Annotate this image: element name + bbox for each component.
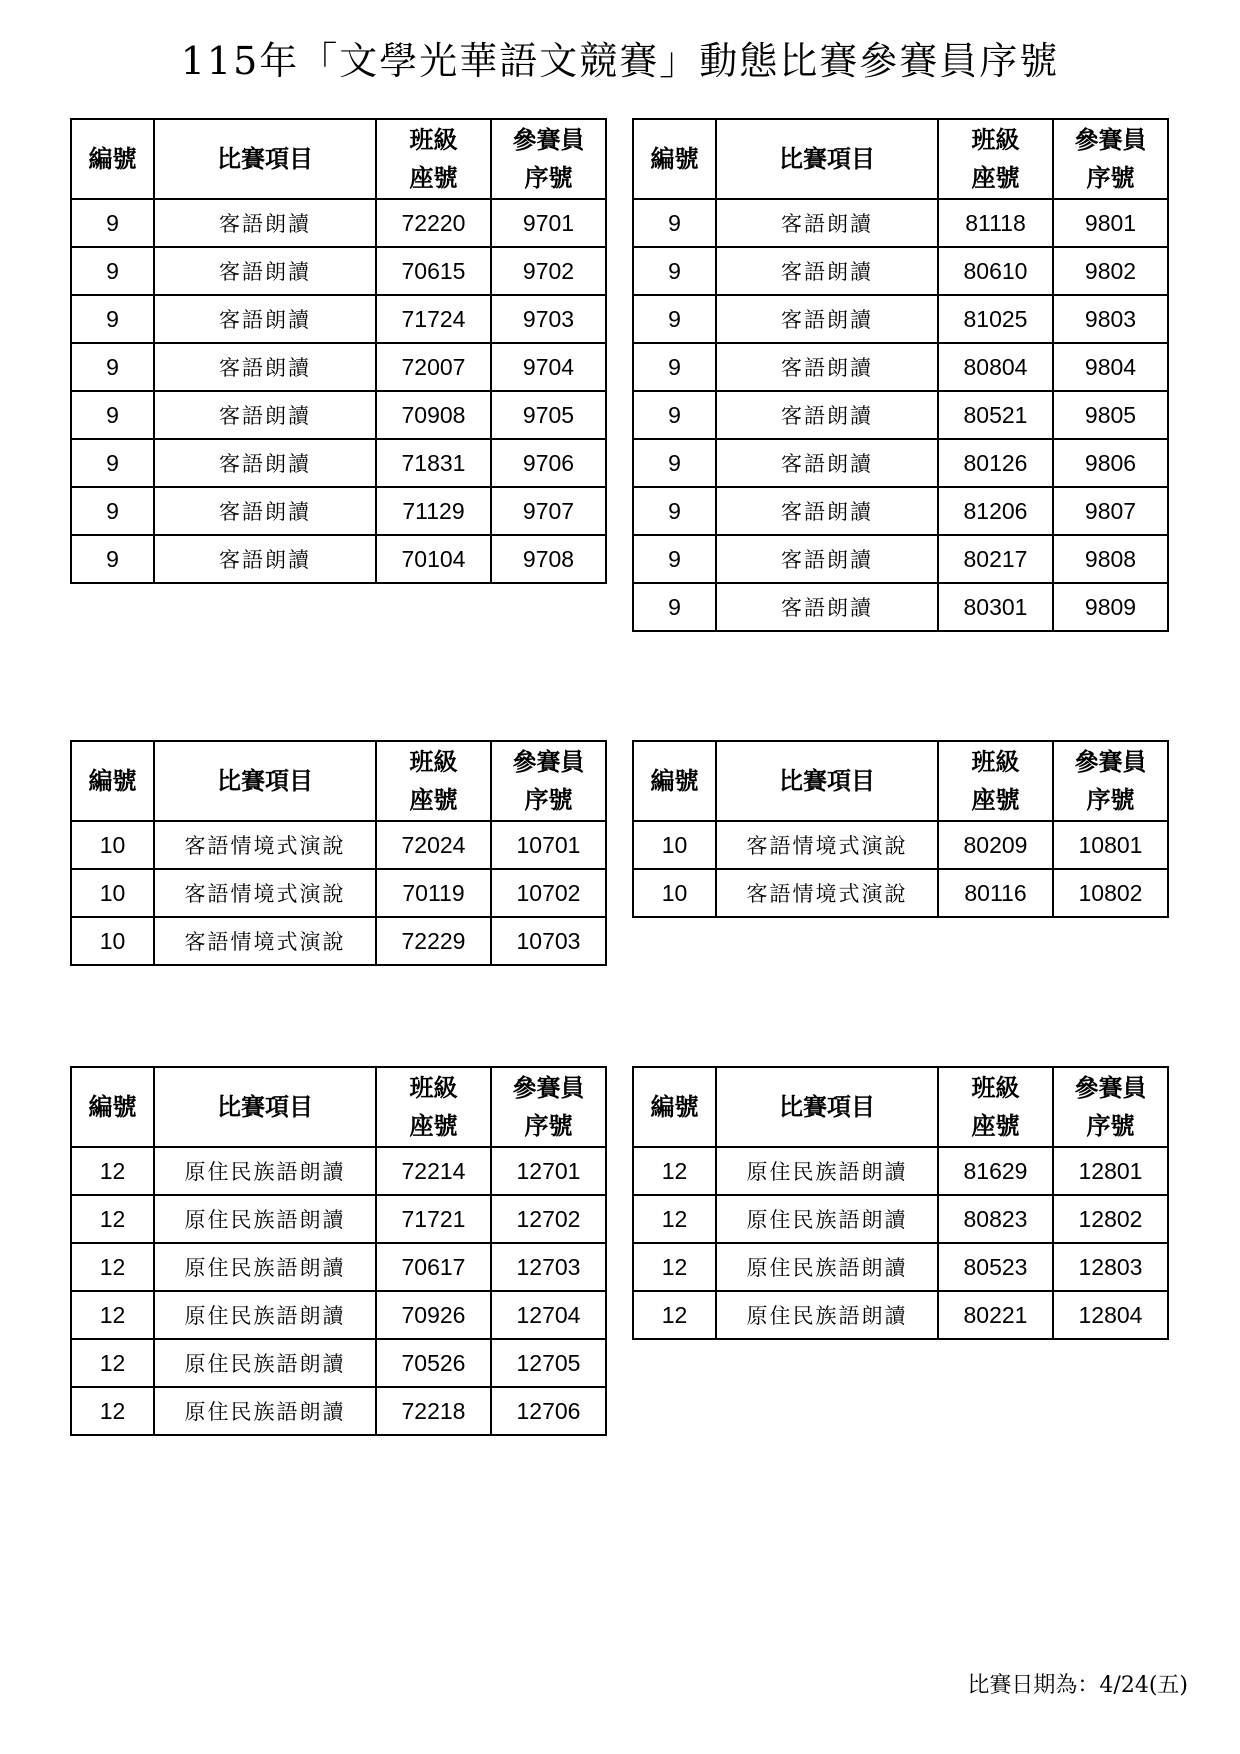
header-serial xyxy=(1053,1067,1168,1147)
cell-class-seat: 80521 xyxy=(938,391,1053,439)
cell-serial: 9708 xyxy=(491,535,606,583)
table-row xyxy=(633,1147,1168,1195)
cell-id: 9 xyxy=(71,295,154,343)
cell-class-seat: 80221 xyxy=(938,1291,1053,1339)
cell-serial: 9804 xyxy=(1053,343,1168,391)
table-row xyxy=(71,535,606,583)
cell-id: 12 xyxy=(633,1291,716,1339)
cell-event: 原住民族語朗讀 xyxy=(716,1243,938,1291)
cell-event: 客語朗讀 xyxy=(154,535,376,583)
header-row xyxy=(71,741,606,821)
cell-event: 客語朗讀 xyxy=(154,487,376,535)
table-row xyxy=(633,295,1168,343)
cell-serial: 9806 xyxy=(1053,439,1168,487)
cell-event: 客語朗讀 xyxy=(154,247,376,295)
header-serial xyxy=(1053,741,1168,821)
table-row xyxy=(633,247,1168,295)
cell-serial: 9805 xyxy=(1053,391,1168,439)
cell-class-seat: 81206 xyxy=(938,487,1053,535)
table-row xyxy=(633,199,1168,247)
header-seat-label: 座號 xyxy=(409,1111,458,1140)
roster-table xyxy=(70,740,607,966)
cell-serial: 9809 xyxy=(1053,583,1168,631)
table-row xyxy=(633,391,1168,439)
cell-event: 客語朗讀 xyxy=(716,487,938,535)
header-class-seat xyxy=(938,741,1053,821)
header-participant-label: 參賽員 xyxy=(512,125,585,154)
cell-id: 9 xyxy=(633,583,716,631)
cell-event: 客語朗讀 xyxy=(716,343,938,391)
cell-class-seat: 70119 xyxy=(376,869,491,917)
cell-event: 原住民族語朗讀 xyxy=(716,1195,938,1243)
cell-serial: 9707 xyxy=(491,487,606,535)
cell-id: 12 xyxy=(71,1243,154,1291)
cell-serial: 9801 xyxy=(1053,199,1168,247)
header-serial-label: 序號 xyxy=(1086,1111,1135,1140)
cell-class-seat: 80217 xyxy=(938,535,1053,583)
cell-event: 客語朗讀 xyxy=(716,535,938,583)
cell-event: 客語情境式演說 xyxy=(154,869,376,917)
cell-serial: 10802 xyxy=(1053,869,1168,917)
roster-table xyxy=(70,1066,607,1436)
header-event: 比賽項目 xyxy=(716,741,938,821)
cell-class-seat: 72024 xyxy=(376,821,491,869)
header-event: 比賽項目 xyxy=(154,741,376,821)
cell-serial: 9808 xyxy=(1053,535,1168,583)
cell-class-seat: 80116 xyxy=(938,869,1053,917)
cell-id: 10 xyxy=(71,869,154,917)
cell-event: 原住民族語朗讀 xyxy=(154,1195,376,1243)
cell-id: 10 xyxy=(633,821,716,869)
cell-class-seat: 72229 xyxy=(376,917,491,965)
cell-id: 9 xyxy=(633,487,716,535)
cell-serial: 12802 xyxy=(1053,1195,1168,1243)
cell-class-seat: 71721 xyxy=(376,1195,491,1243)
header-id: 編號 xyxy=(633,1067,716,1147)
cell-id: 9 xyxy=(633,535,716,583)
cell-id: 9 xyxy=(633,295,716,343)
cell-id: 9 xyxy=(71,247,154,295)
cell-event: 客語情境式演說 xyxy=(716,821,938,869)
cell-serial: 12704 xyxy=(491,1291,606,1339)
table-row xyxy=(633,869,1168,917)
cell-event: 原住民族語朗讀 xyxy=(154,1339,376,1387)
table-row xyxy=(71,917,606,965)
cell-serial: 12701 xyxy=(491,1147,606,1195)
cell-id: 12 xyxy=(633,1195,716,1243)
cell-class-seat: 71724 xyxy=(376,295,491,343)
cell-event: 客語朗讀 xyxy=(716,199,938,247)
table-row xyxy=(633,1243,1168,1291)
header-row xyxy=(633,1067,1168,1147)
cell-event: 客語情境式演說 xyxy=(154,821,376,869)
table-row xyxy=(633,439,1168,487)
cell-event: 原住民族語朗讀 xyxy=(154,1243,376,1291)
header-event: 比賽項目 xyxy=(716,119,938,199)
cell-event: 客語朗讀 xyxy=(716,583,938,631)
header-class-label: 班級 xyxy=(409,1073,458,1102)
cell-event: 原住民族語朗讀 xyxy=(154,1147,376,1195)
header-class-seat xyxy=(376,741,491,821)
cell-id: 12 xyxy=(71,1195,154,1243)
header-serial xyxy=(491,119,606,199)
roster-table xyxy=(632,1066,1169,1340)
cell-event: 客語情境式演說 xyxy=(154,917,376,965)
cell-id: 12 xyxy=(71,1291,154,1339)
cell-id: 12 xyxy=(71,1387,154,1435)
header-class-seat xyxy=(376,1067,491,1147)
cell-id: 9 xyxy=(71,535,154,583)
table-row xyxy=(633,487,1168,535)
table-row xyxy=(71,199,606,247)
cell-event: 客語朗讀 xyxy=(716,295,938,343)
cell-id: 9 xyxy=(633,391,716,439)
cell-event: 原住民族語朗讀 xyxy=(716,1147,938,1195)
cell-serial: 9701 xyxy=(491,199,606,247)
header-serial xyxy=(491,741,606,821)
table-row xyxy=(633,583,1168,631)
header-class-label: 班級 xyxy=(409,125,458,154)
cell-serial: 9807 xyxy=(1053,487,1168,535)
header-participant-label: 參賽員 xyxy=(1074,125,1147,154)
cell-class-seat: 70926 xyxy=(376,1291,491,1339)
cell-serial: 10703 xyxy=(491,917,606,965)
cell-class-seat: 70617 xyxy=(376,1243,491,1291)
header-seat-label: 座號 xyxy=(971,163,1020,192)
cell-class-seat: 70104 xyxy=(376,535,491,583)
cell-class-seat: 80301 xyxy=(938,583,1053,631)
cell-id: 10 xyxy=(633,869,716,917)
roster-table xyxy=(632,740,1169,918)
cell-event: 客語朗讀 xyxy=(154,439,376,487)
header-serial-label: 序號 xyxy=(524,785,573,814)
table-row xyxy=(71,1339,606,1387)
table-row xyxy=(633,1195,1168,1243)
header-participant-label: 參賽員 xyxy=(512,1073,585,1102)
cell-serial: 12804 xyxy=(1053,1291,1168,1339)
header-id: 編號 xyxy=(71,119,154,199)
cell-id: 10 xyxy=(71,821,154,869)
header-class-seat xyxy=(938,1067,1053,1147)
cell-serial: 12801 xyxy=(1053,1147,1168,1195)
roster-table xyxy=(632,118,1169,632)
cell-serial: 12703 xyxy=(491,1243,606,1291)
table-row xyxy=(71,1243,606,1291)
header-id: 編號 xyxy=(71,1067,154,1147)
cell-event: 原住民族語朗讀 xyxy=(154,1291,376,1339)
cell-id: 9 xyxy=(633,439,716,487)
cell-serial: 9803 xyxy=(1053,295,1168,343)
table-row xyxy=(71,295,606,343)
header-row xyxy=(633,119,1168,199)
cell-id: 9 xyxy=(71,439,154,487)
cell-class-seat: 80209 xyxy=(938,821,1053,869)
header-serial xyxy=(491,1067,606,1147)
cell-class-seat: 80523 xyxy=(938,1243,1053,1291)
cell-event: 客語朗讀 xyxy=(154,295,376,343)
cell-class-seat: 71129 xyxy=(376,487,491,535)
header-event: 比賽項目 xyxy=(154,119,376,199)
cell-class-seat: 72220 xyxy=(376,199,491,247)
header-class-seat xyxy=(376,119,491,199)
cell-class-seat: 81629 xyxy=(938,1147,1053,1195)
cell-id: 10 xyxy=(71,917,154,965)
cell-serial: 9703 xyxy=(491,295,606,343)
header-participant-label: 參賽員 xyxy=(1074,747,1147,776)
cell-serial: 9702 xyxy=(491,247,606,295)
cell-event: 客語朗讀 xyxy=(154,199,376,247)
cell-event: 原住民族語朗讀 xyxy=(716,1291,938,1339)
header-serial-label: 序號 xyxy=(1086,163,1135,192)
cell-serial: 9704 xyxy=(491,343,606,391)
cell-serial: 12803 xyxy=(1053,1243,1168,1291)
table-row xyxy=(71,869,606,917)
header-participant-label: 參賽員 xyxy=(1074,1073,1147,1102)
cell-event: 客語朗讀 xyxy=(716,439,938,487)
cell-class-seat: 81025 xyxy=(938,295,1053,343)
header-row xyxy=(71,1067,606,1147)
cell-id: 9 xyxy=(71,343,154,391)
header-id: 編號 xyxy=(71,741,154,821)
header-serial-label: 序號 xyxy=(1086,785,1135,814)
cell-class-seat: 72214 xyxy=(376,1147,491,1195)
cell-event: 客語朗讀 xyxy=(154,391,376,439)
header-row xyxy=(71,119,606,199)
cell-serial: 10702 xyxy=(491,869,606,917)
table-row xyxy=(71,391,606,439)
cell-serial: 12706 xyxy=(491,1387,606,1435)
cell-event: 客語情境式演說 xyxy=(716,869,938,917)
header-class-seat xyxy=(938,119,1053,199)
competition-date: 比賽日期為：4/24(五) xyxy=(967,1673,1188,1698)
header-class-label: 班級 xyxy=(409,747,458,776)
cell-id: 12 xyxy=(71,1147,154,1195)
cell-serial: 10701 xyxy=(491,821,606,869)
header-serial-label: 序號 xyxy=(524,163,573,192)
header-class-label: 班級 xyxy=(971,1073,1020,1102)
cell-id: 12 xyxy=(71,1339,154,1387)
cell-event: 原住民族語朗讀 xyxy=(154,1387,376,1435)
header-seat-label: 座號 xyxy=(409,163,458,192)
cell-serial: 9705 xyxy=(491,391,606,439)
cell-id: 9 xyxy=(71,391,154,439)
cell-id: 9 xyxy=(633,199,716,247)
cell-class-seat: 80126 xyxy=(938,439,1053,487)
cell-id: 9 xyxy=(71,487,154,535)
header-class-label: 班級 xyxy=(971,747,1020,776)
header-seat-label: 座號 xyxy=(971,1111,1020,1140)
roster-table xyxy=(70,118,607,584)
table-row xyxy=(71,1291,606,1339)
cell-event: 客語朗讀 xyxy=(716,391,938,439)
cell-class-seat: 81118 xyxy=(938,199,1053,247)
cell-event: 客語朗讀 xyxy=(154,343,376,391)
table-row xyxy=(71,821,606,869)
table-row xyxy=(71,1147,606,1195)
cell-class-seat: 70615 xyxy=(376,247,491,295)
cell-class-seat: 80804 xyxy=(938,343,1053,391)
table-row xyxy=(633,535,1168,583)
cell-id: 12 xyxy=(633,1147,716,1195)
cell-class-seat: 71831 xyxy=(376,439,491,487)
header-participant-label: 參賽員 xyxy=(512,747,585,776)
cell-serial: 10801 xyxy=(1053,821,1168,869)
cell-id: 9 xyxy=(633,343,716,391)
table-row xyxy=(71,343,606,391)
cell-class-seat: 80823 xyxy=(938,1195,1053,1243)
cell-id: 12 xyxy=(633,1243,716,1291)
cell-class-seat: 72218 xyxy=(376,1387,491,1435)
cell-id: 9 xyxy=(633,247,716,295)
table-row xyxy=(71,247,606,295)
cell-serial: 12705 xyxy=(491,1339,606,1387)
cell-class-seat: 70908 xyxy=(376,391,491,439)
header-serial-label: 序號 xyxy=(524,1111,573,1140)
table-row xyxy=(71,439,606,487)
header-event: 比賽項目 xyxy=(716,1067,938,1147)
header-seat-label: 座號 xyxy=(409,785,458,814)
table-row xyxy=(633,821,1168,869)
header-seat-label: 座號 xyxy=(971,785,1020,814)
table-row xyxy=(633,343,1168,391)
header-serial xyxy=(1053,119,1168,199)
page-title: 115年「文學光華語文競賽」動態比賽參賽員序號 xyxy=(180,39,1060,83)
header-class-label: 班級 xyxy=(971,125,1020,154)
cell-serial: 9706 xyxy=(491,439,606,487)
cell-event: 客語朗讀 xyxy=(716,247,938,295)
header-event: 比賽項目 xyxy=(154,1067,376,1147)
header-id: 編號 xyxy=(633,119,716,199)
table-row xyxy=(71,1195,606,1243)
table-row xyxy=(71,487,606,535)
cell-serial: 12702 xyxy=(491,1195,606,1243)
cell-class-seat: 80610 xyxy=(938,247,1053,295)
cell-class-seat: 72007 xyxy=(376,343,491,391)
cell-serial: 9802 xyxy=(1053,247,1168,295)
header-row xyxy=(633,741,1168,821)
cell-id: 9 xyxy=(71,199,154,247)
table-row xyxy=(71,1387,606,1435)
header-id: 編號 xyxy=(633,741,716,821)
table-row xyxy=(633,1291,1168,1339)
cell-class-seat: 70526 xyxy=(376,1339,491,1387)
